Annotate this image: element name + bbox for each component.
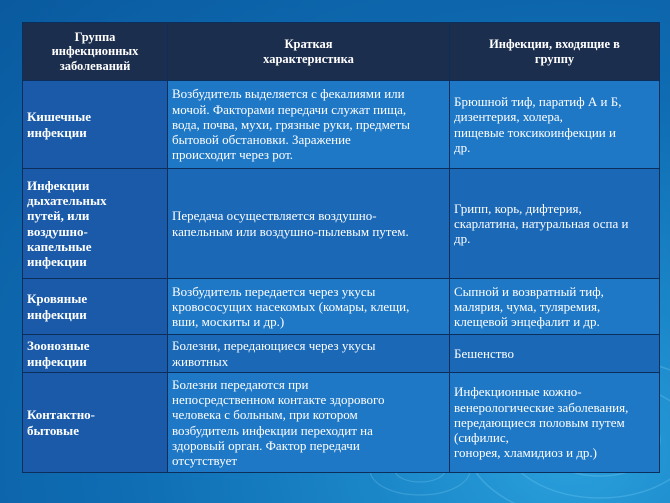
infections-cell: Бешенство bbox=[450, 335, 660, 373]
header-infections: Инфекции, входящие в группу bbox=[450, 23, 660, 81]
description-cell: Возбудитель передается через укусы кровососущих насекомых (комары, клещи, вши, москиты и др.) bbox=[168, 279, 450, 335]
description-cell: Болезни, передающиеся через укусы животных bbox=[168, 335, 450, 373]
description-cell: Болезни передаются при непосредственном контакте здорового человека с больным, при котором возбудитель инфекции переходит на здоровый орган. Фактор передачи отсутствует bbox=[168, 373, 450, 473]
group-cell: Зоонозные инфекции bbox=[23, 335, 168, 373]
infections-cell: Брюшной тиф, паратиф А и Б, дизентерия, холера, пищевые токсикоинфекции и др. bbox=[450, 81, 660, 169]
description-cell: Возбудитель выделяется с фекалиями или мочой. Факторами передачи служат пища, вода, почва, мухи, грязные руки, предметы бытовой обстановки. Заражение происходит через рот. bbox=[168, 81, 450, 169]
header-group: Группа инфекционных заболеваний bbox=[23, 23, 168, 81]
infections-cell: Сыпной и возвратный тиф, малярия, чума, туляремия, клещевой энцефалит и др. bbox=[450, 279, 660, 335]
table-row bbox=[23, 81, 660, 169]
group-cell: Инфекции дыхательных путей, или воздушно- капельные инфекции bbox=[23, 169, 168, 279]
group-cell: Контактно- бытовые bbox=[23, 373, 168, 473]
header-description: Краткая характеристика bbox=[168, 23, 450, 81]
table-row bbox=[23, 335, 660, 373]
table-row bbox=[23, 373, 660, 473]
description-cell: Передача осуществляется воздушно- капельным или воздушно-пылевым путем. bbox=[168, 169, 450, 279]
infections-cell: Инфекционные кожно- венерологические заболевания, передающиеся половым путем (сифилис, гонорея, хламидиоз и др.) bbox=[450, 373, 660, 473]
infections-cell: Грипп, корь, дифтерия, скарлатина, натуральная оспа и др. bbox=[450, 169, 660, 279]
table-row bbox=[23, 169, 660, 279]
group-cell: Кишечные инфекции bbox=[23, 81, 168, 169]
table-header-row bbox=[23, 23, 660, 81]
table-row bbox=[23, 279, 660, 335]
group-cell: Кровяные инфекции bbox=[23, 279, 168, 335]
infection-groups-table bbox=[22, 22, 660, 473]
